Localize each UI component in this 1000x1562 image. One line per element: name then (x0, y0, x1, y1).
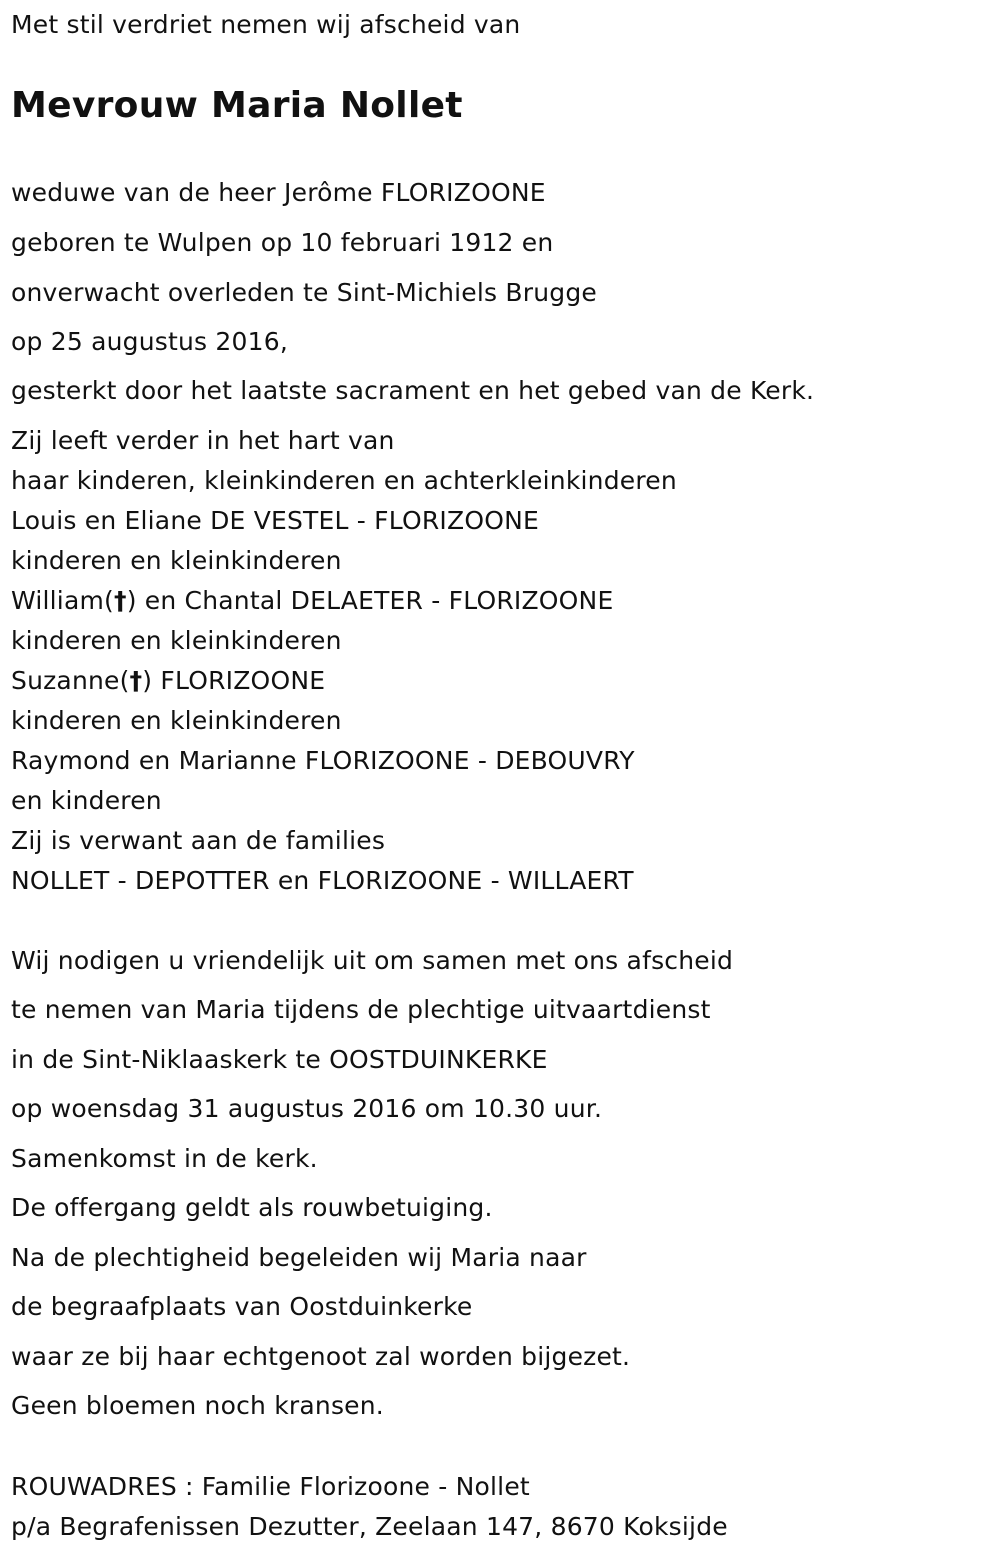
ceremony-line: op woensdag 31 augustus 2016 om 10.30 uur. (11, 1094, 603, 1123)
ceremony-line: te nemen van Maria tijdens de plechtige uitvaartdienst (11, 995, 711, 1024)
family-line (11, 586, 613, 616)
bio-line: gesterkt door het laatste sacrament en het gebed van de Kerk. (11, 376, 815, 405)
address-line: ROUWADRES : Familie Florizoone - Nollet (11, 1472, 530, 1501)
family-line: NOLLET - DEPOTTER en FLORIZOONE - WILLAERT (11, 866, 634, 895)
bio-line: onverwacht overleden te Sint-Michiels Brugge (11, 278, 597, 307)
family-line: kinderen en kleinkinderen (11, 706, 342, 735)
family-name-text: William( (11, 586, 114, 615)
family-name-text: ) FLORIZOONE (142, 666, 326, 695)
bio-line: op 25 augustus 2016, (11, 327, 288, 356)
ceremony-line: waar ze bij haar echtgenoot zal worden bijgezet. (11, 1342, 631, 1371)
bio-line: weduwe van de heer Jerôme FLORIZOONE (11, 178, 546, 207)
intro-text: Met stil verdriet nemen wij afscheid van (11, 10, 521, 39)
ceremony-line: Na de plechtigheid begeleiden wij Maria naar (11, 1243, 587, 1272)
address-line: p/a Begrafenissen Dezutter, Zeelaan 147, 8670 Koksijde (11, 1512, 728, 1541)
bio-line: geboren te Wulpen op 10 februari 1912 en (11, 228, 554, 257)
deceased-cross-icon: † (113, 586, 127, 615)
family-line: kinderen en kleinkinderen (11, 626, 342, 655)
ceremony-line: Geen bloemen noch kransen. (11, 1391, 384, 1420)
family-line: Louis en Eliane DE VESTEL - FLORIZOONE (11, 506, 539, 535)
family-line: kinderen en kleinkinderen (11, 546, 342, 575)
family-line: Zij is verwant aan de families (11, 826, 386, 855)
family-name-text: ) en Chantal DELAETER - FLORIZOONE (126, 586, 614, 615)
family-line: haar kinderen, kleinkinderen en achterkleinkinderen (11, 466, 677, 495)
family-name-text: Suzanne( (11, 666, 130, 695)
deceased-name: Mevrouw Maria Nollet (11, 85, 463, 126)
family-line: en kinderen (11, 786, 162, 815)
deceased-cross-icon: † (129, 666, 143, 695)
ceremony-line: Wij nodigen u vriendelijk uit om samen met ons afscheid (11, 946, 734, 975)
family-line: Zij leeft verder in het hart van (11, 426, 395, 455)
ceremony-line: in de Sint-Niklaaskerk te OOSTDUINKERKE (11, 1045, 548, 1074)
ceremony-line: de begraafplaats van Oostduinkerke (11, 1292, 473, 1321)
ceremony-line: Samenkomst in de kerk. (11, 1144, 318, 1173)
ceremony-line: De offergang geldt als rouwbetuiging. (11, 1193, 493, 1222)
family-line: Raymond en Marianne FLORIZOONE - DEBOUVRY (11, 746, 635, 775)
family-line (11, 666, 325, 696)
